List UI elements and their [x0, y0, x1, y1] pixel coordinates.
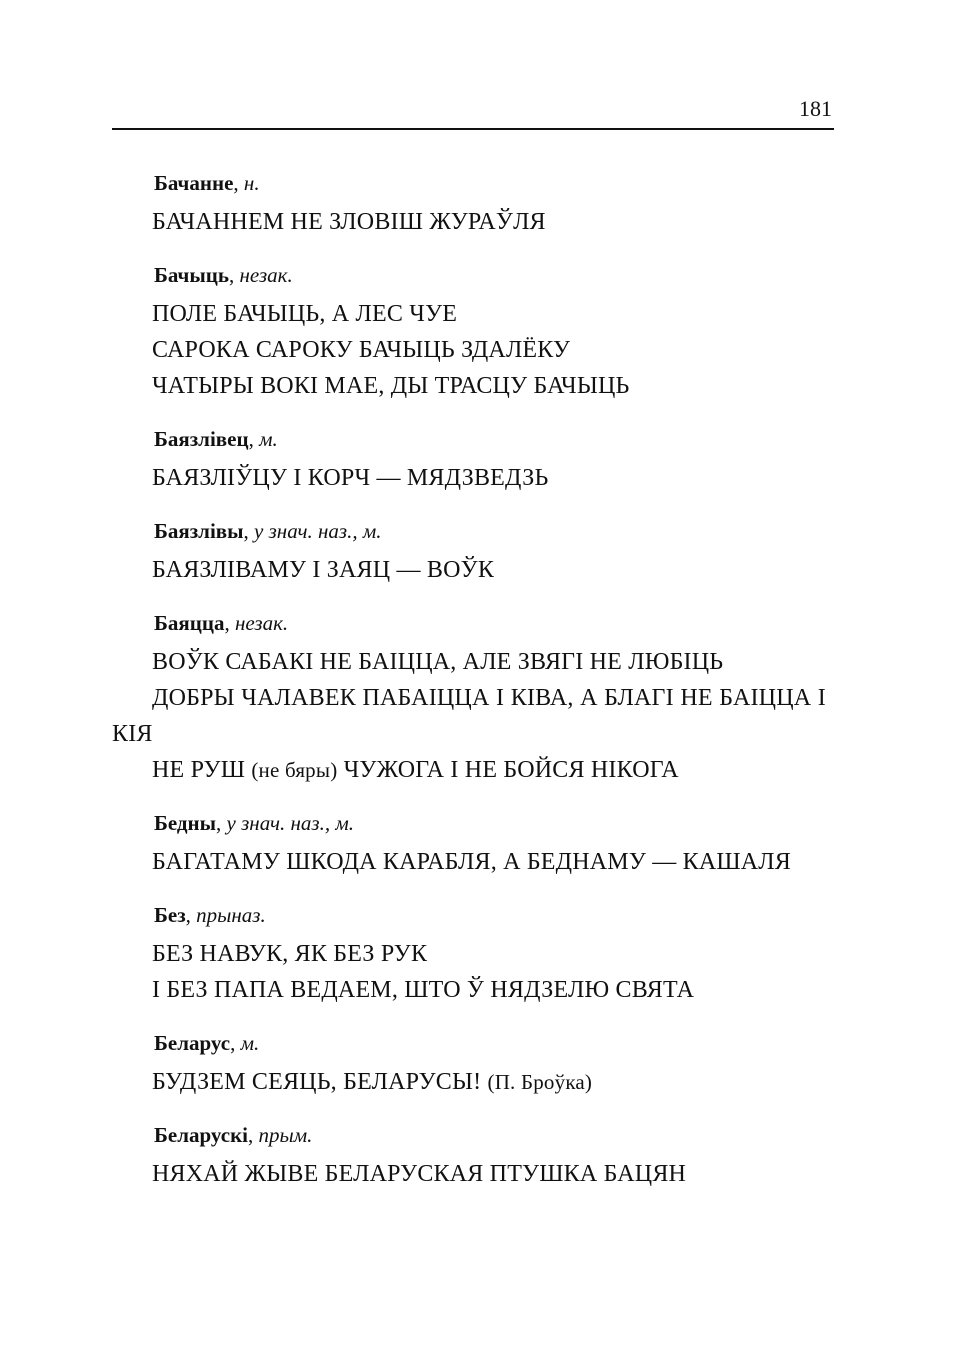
- headword-line: Баязлівы, у знач. наз., м.: [154, 519, 382, 543]
- headword: Баязлівец: [154, 427, 249, 451]
- proverb: БАЯЗЛІЎЦУ І КОРЧ — МЯДЗВЕДЗЬ: [152, 465, 549, 491]
- header-rule: [112, 128, 834, 130]
- proverb-source: (П. Броўка): [487, 1070, 593, 1094]
- proverb: ВОЎК САБАКІ НЕ БАІЦЦА, АЛЕ ЗВЯГІ НЕ ЛЮБІЦЬ: [152, 649, 724, 675]
- proverb-text: БУДЗЕМ СЕЯЦЬ, БЕЛАРУСЫ!: [152, 1069, 482, 1095]
- entry: [112, 424, 826, 496]
- proverb: БАЧАННЕМ НЕ ЗЛОВІШ ЖУРАЎЛЯ: [152, 209, 546, 235]
- part-of-speech: м.: [240, 1031, 260, 1055]
- headword-line: Бедны, у знач. наз., м.: [154, 811, 354, 835]
- headword: Баяцца: [154, 611, 225, 635]
- entry: [112, 260, 826, 404]
- headword: Без: [154, 903, 186, 927]
- headword-line: Беларускі, прым.: [154, 1123, 313, 1147]
- part-of-speech: незак.: [239, 263, 293, 287]
- proverb: [112, 752, 826, 788]
- headword-line: Бачыць, незак.: [154, 263, 293, 287]
- headword: Беларускі: [154, 1123, 248, 1147]
- part-of-speech: н.: [243, 171, 260, 195]
- proverb: БЕЗ НАВУК, ЯК БЕЗ РУК: [152, 941, 428, 967]
- headword: Бачыць: [154, 263, 229, 287]
- entry: [112, 900, 826, 1008]
- headword-line: Без, прыназ.: [154, 903, 266, 927]
- proverb: І БЕЗ ПАПА ВЕДАЕМ, ШТО Ў НЯДЗЕЛЮ СВЯТА: [152, 977, 695, 1003]
- proverb: БАГАТАМУ ШКОДА КАРАБЛЯ, А БЕДНАМУ — КАШАЛЯ: [152, 849, 791, 875]
- entry: [112, 608, 826, 788]
- part-of-speech: прыназ.: [196, 903, 266, 927]
- headword: Баязлівы: [154, 519, 244, 543]
- headword: Беларус: [154, 1031, 231, 1055]
- headword: Бачанне: [154, 171, 234, 195]
- dictionary-content: [112, 168, 826, 1212]
- proverb: [112, 1064, 826, 1100]
- headword-line: Баязлівец, м.: [154, 427, 278, 451]
- entry: [112, 808, 826, 880]
- part-of-speech: у знач. наз., м.: [254, 519, 382, 543]
- proverb: НЯХАЙ ЖЫВЕ БЕЛАРУСКАЯ ПТУШКА БАЦЯН: [152, 1161, 687, 1187]
- part-of-speech: у знач. наз., м.: [226, 811, 354, 835]
- headword-line: Баяцца, незак.: [154, 611, 289, 635]
- proverb-note: (не бяры): [251, 758, 338, 782]
- headword: Бедны: [154, 811, 217, 835]
- proverb: САРОКА САРОКУ БАЧЫЦЬ ЗДАЛЁКУ: [152, 337, 571, 363]
- page-number: 181: [799, 96, 832, 121]
- headword-line: Бачанне, н.: [154, 171, 260, 195]
- headword-line: Беларус, м.: [154, 1031, 260, 1055]
- proverb-text: ЧУЖОГА І НЕ БОЙСЯ НІКОГА: [343, 757, 679, 783]
- proverb-text: НЕ РУШ: [152, 757, 246, 783]
- entry: [112, 1028, 826, 1100]
- part-of-speech: незак.: [234, 611, 289, 635]
- entry: [112, 516, 826, 588]
- proverb: ЧАТЫРЫ ВОКІ МАЕ, ДЫ ТРАСЦУ БАЧЫЦЬ: [152, 373, 630, 399]
- part-of-speech: прым.: [258, 1123, 313, 1147]
- proverb: БАЯЗЛІВАМУ І ЗАЯЦ — ВОЎК: [152, 557, 495, 583]
- proverb: ДОБРЫ ЧАЛАВЕК ПАБАІЦЦА І КІВА, А БЛАГІ НЕ БАІЦЦА І КІЯ: [112, 685, 826, 747]
- entry: [112, 1120, 826, 1192]
- entry: [112, 168, 826, 240]
- proverb: ПОЛЕ БАЧЫЦЬ, А ЛЕС ЧУЕ: [152, 301, 458, 327]
- part-of-speech: м.: [259, 427, 278, 451]
